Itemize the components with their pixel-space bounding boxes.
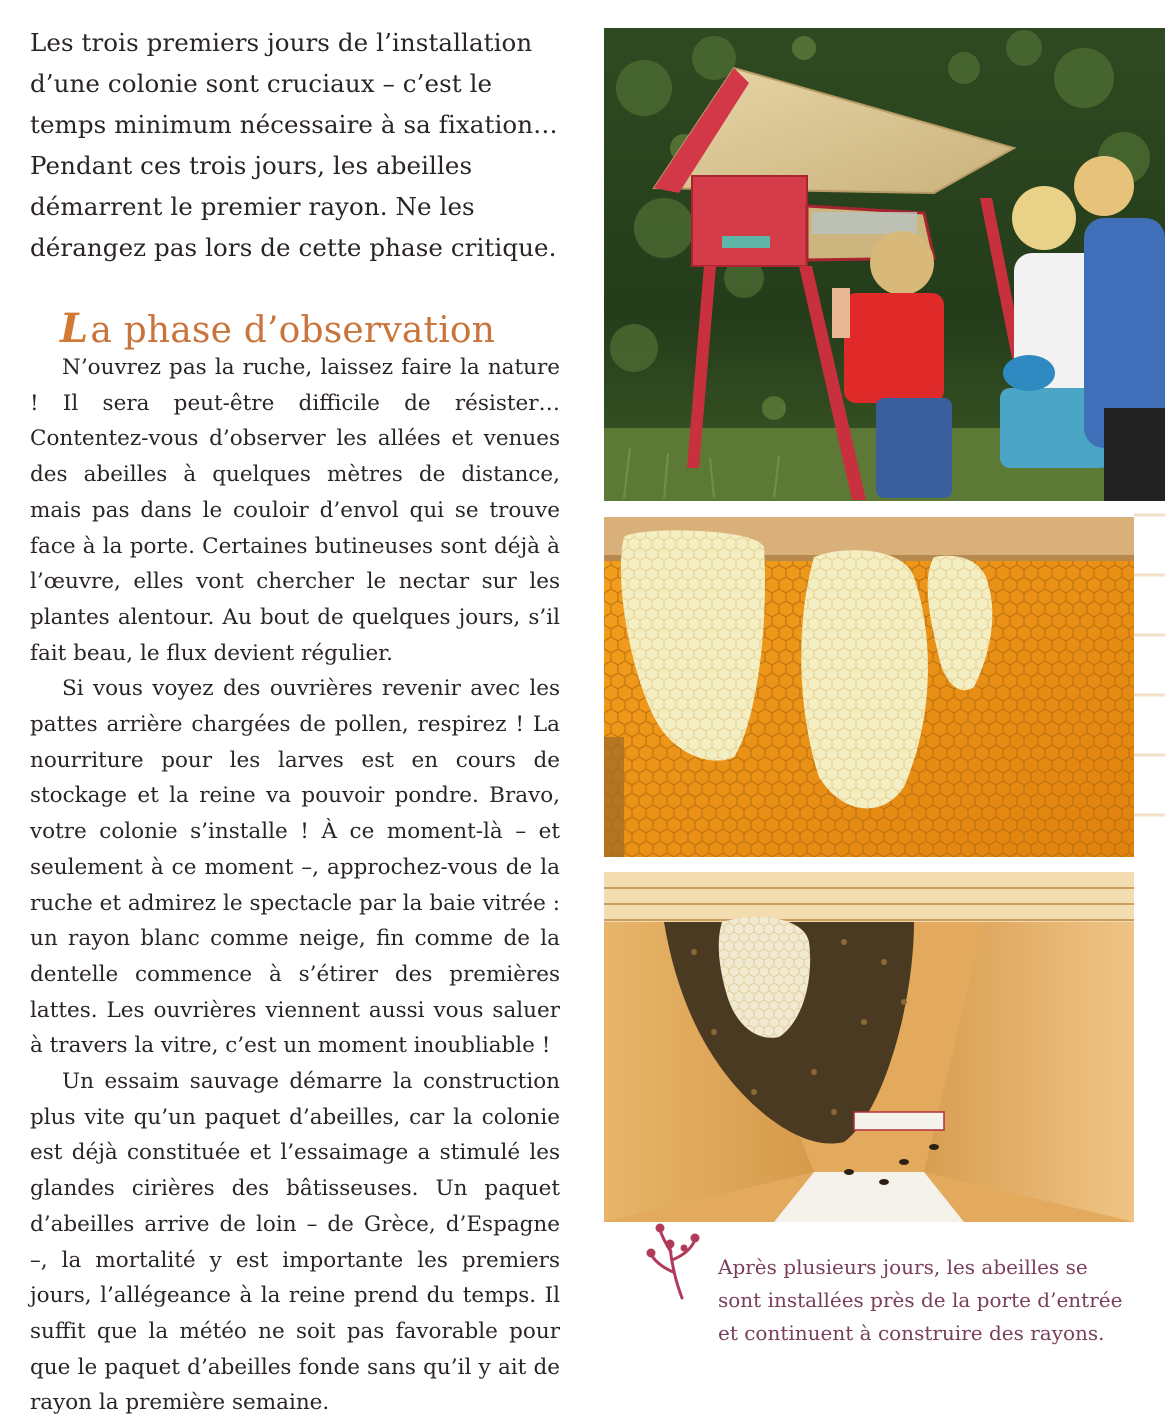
intro-line: d’une colonie sont cruciaux – c’est le <box>30 69 493 98</box>
body-paragraph: N’ouvrez pas la ruche, laissez faire la nature ! Il sera peut-être difficile de résister… Contentez-vous d’observer les allées et venues des abeilles à quelques mètres de distance, mais pas dans le couloir d’envol qui se trouve face à la porte. Certaines butineuses sont déjà à l’œuvre, elles vont chercher le nectar sur les plantes alentour. Au bout de quelques jours, s’il fait beau, le flux devient régulier. <box>30 355 560 666</box>
berry-sprig-icon <box>646 1222 704 1300</box>
intro-line: temps minimum nécessaire à sa fixation… <box>30 110 558 139</box>
intro-line: dérangez pas lors de cette phase critique. <box>30 233 557 262</box>
photo-hive-interior-illustration <box>604 872 1134 1222</box>
photo-comb-closeup-illustration <box>604 517 1134 857</box>
body-paragraph: Si vous voyez des ouvrières revenir avec les pattes arrière chargées de pollen, respirez ! La nourriture pour les larves est en cours de stockage et la reine va pouvoir pondre. Bravo, votre colonie s’installe ! À ce moment-là – et seulement à ce moment –, approchez-vous de la ruche et admirez le spectacle par la baie vitrée : un rayon blanc comme neige, fin comme de la dentelle commence à s’étirer des premières lattes. Les ouvrières viennent aussi vous saluer à travers la vitre, c’est un moment inoubliable ! <box>30 676 560 1059</box>
caption-line: et continuent à construire des rayons. <box>718 1321 1105 1345</box>
intro-line: démarrent le premier rayon. Ne les <box>30 192 475 221</box>
caption-line: Après plusieurs jours, les abeilles se <box>718 1255 1088 1279</box>
body-text <box>30 350 560 1421</box>
intro-line: Les trois premiers jours de l’installation <box>30 28 533 57</box>
section-title-dropcap: L <box>60 305 89 352</box>
page-edge-decoration <box>1134 505 1165 865</box>
intro-paragraph <box>30 22 590 268</box>
photo-hive-interior <box>604 872 1134 1222</box>
caption-line: sont installées près de la porte d’entrée <box>718 1288 1123 1312</box>
photo-comb-closeup <box>604 517 1134 857</box>
photo-caption <box>718 1251 1158 1350</box>
section-title-text: a phase d’observation <box>90 310 496 351</box>
photo-hive-garden-illustration <box>604 28 1165 501</box>
body-paragraph: Un essaim sauvage démarre la construction plus vite qu’un paquet d’abeilles, car la colonie est déjà constituée et l’essaimage a stimulé les glandes cirières des bâtisseuses. Un paquet d’abeilles arrive de loin – de Grèce, d’Espagne –, la mortalité y est importante les premiers jours, l’allégeance à la reine prend du temps. Il suffit que la météo ne soit pas favorable pour que le paquet d’abeilles fonde sans qu’il y ait de rayon la première semaine. <box>30 1069 560 1416</box>
photo-hive-garden <box>604 28 1165 501</box>
section-title <box>60 305 495 352</box>
intro-line: Pendant ces trois jours, les abeilles <box>30 151 473 180</box>
